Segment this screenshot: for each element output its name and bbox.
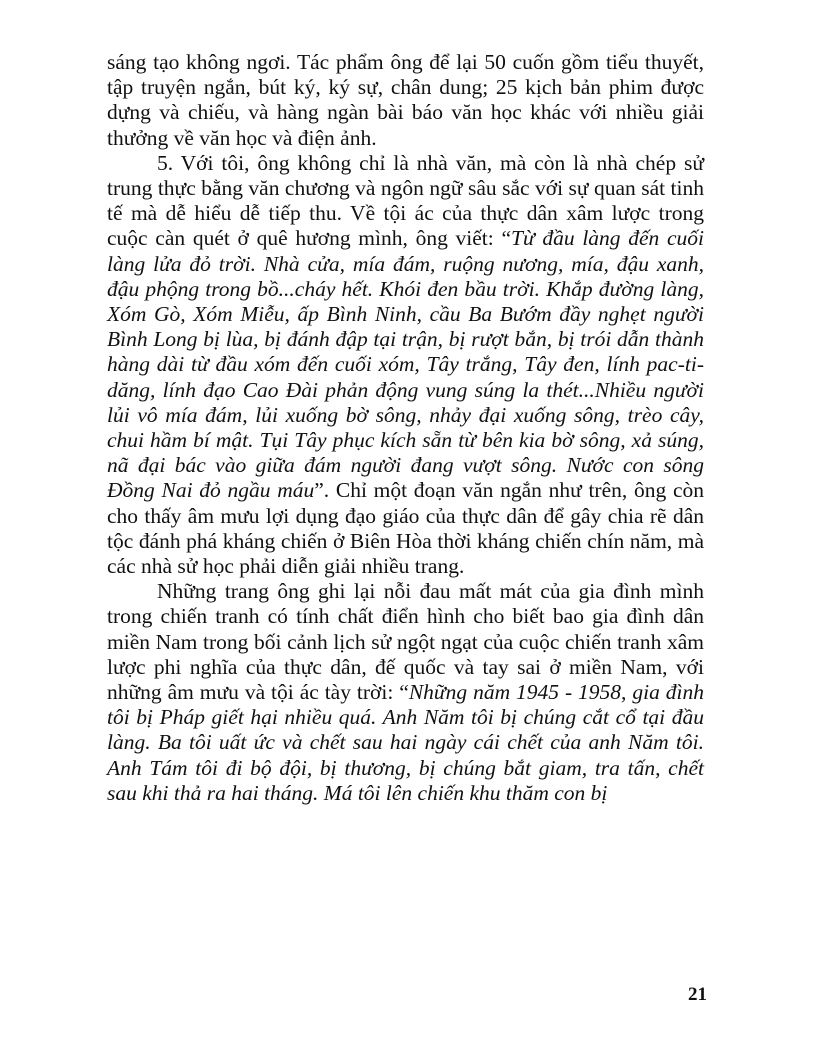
paragraph-2-outro: ”. Chỉ một đoạn văn ngắn như trên, ông còn cho thấy âm mưu lợi dụng đạo giáo của thực dân để gây chia rẽ dân tộc đánh phá kháng chiến ở Biên Hòa thời kháng chiến chín năm, mà các nhà sử học phải diễn giải nhiều trang.	[107, 478, 704, 579]
paragraph-1-text: sáng tạo không ngơi. Tác phẩm ông để lại 50 cuốn gồm tiểu thuyết, tập truyện ngắn, bút ký, ký sự, chân dung; 25 kịch bản phim được dựng và chiếu, và hàng ngàn bài báo văn học khác với nhiều giải thưởng về văn học và điện ảnh.	[107, 50, 704, 150]
paragraph-2-quote: Từ đầu làng đến cuối làng lửa đỏ trời. Nhà cửa, mía đám, ruộng nương, mía, đậu xanh, đậu phộng trong bồ...cháy hết. Khói đen bầu trời. Khắp đường làng, Xóm Gò, Xóm Miễu, ấp Bình Ninh, cầu Ba Bướm đầy nghẹt người Bình Long bị lùa, bị đánh đập tại trận, bị rượt bắn, bị trói dẫn thành hàng dài từ đầu xóm đến cuối xóm, Tây trắng, Tây đen, lính pac-ti-dăng, lính đạo Cao Đài phản động vung súng la thét...Nhiều người lủi vô mía đám, lủi xuống bờ sông, nhảy đại xuống sông, trèo cây, chui hầm bí mật. Tụi Tây phục kích sẵn từ bên kia bờ sông, xả súng, nã đại bác vào giữa đám người đang vượt sông. Nước con sông Đồng Nai đỏ ngầu máu	[107, 226, 704, 503]
paragraph-3-intro: Những trang ông ghi lại nỗi đau mất mát của gia đình mình trong chiến tranh có tính chất điển hình cho biết bao gia đình dân miền Nam trong bối cảnh lịch sử ngột ngạt của cuộc chiến tranh xâm lược phi nghĩa của thực dân, đế quốc và tay sai ở miền Nam, với những âm mưu và tội ác tày trời: “	[107, 579, 704, 705]
page-number: 21	[688, 984, 707, 1005]
paragraph-3-quote: Những năm 1945 - 1958, gia đình tôi bị Pháp giết hại nhiều quá. Anh Năm tôi bị chúng cắt cổ tại đầu làng. Ba tôi uất ức và chết sau hai ngày cái chết của anh Năm tôi. Anh Tám tôi đi bộ đội, bị thương, bị chúng bắt giam, tra tấn, chết sau khi thả ra hai tháng. Má tôi lên chiến khu thăm con bị	[107, 680, 704, 805]
paragraph-2-intro: 5. Với tôi, ông không chỉ là nhà văn, mà còn là nhà chép sử trung thực bằng văn chương và ngôn ngữ sâu sắc với sự quan sát tinh tế mà dễ hiểu dễ tiếp thu. Về tội ác của thực dân xâm lược trong cuộc càn quét ở quê hương mình, ông viết: “	[107, 150, 704, 251]
paragraph-1	[107, 50, 704, 151]
paragraph-3	[107, 579, 704, 806]
body-text	[107, 50, 704, 806]
paragraph-2	[107, 151, 704, 579]
